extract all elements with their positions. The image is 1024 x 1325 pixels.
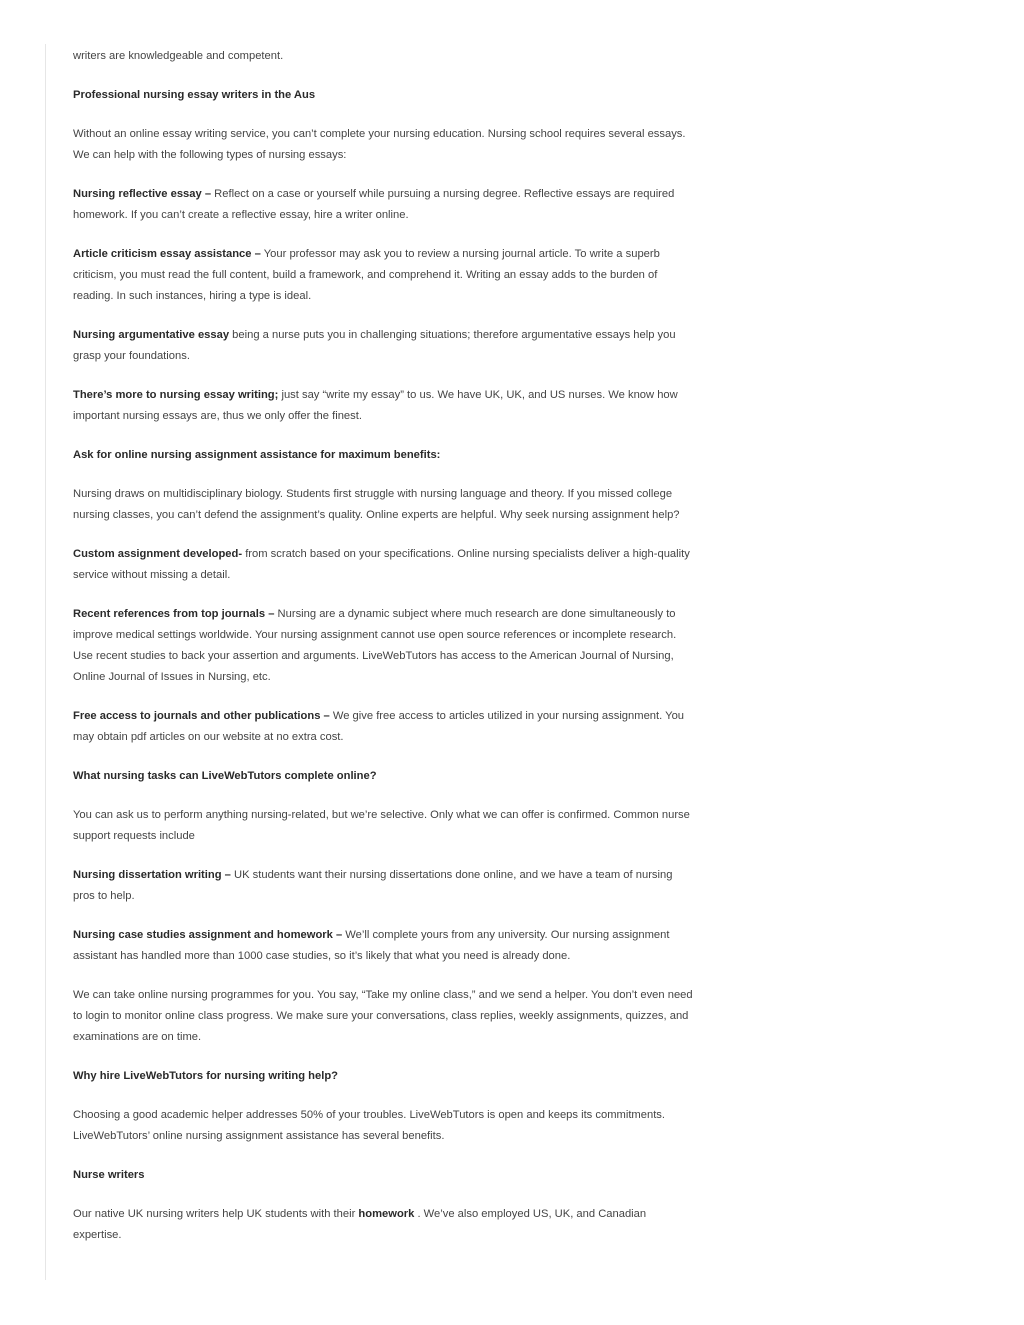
item-recent-references — [73, 604, 695, 688]
item-text: Your professor may ask you to review a nursing journal article. To write a superb criticism, you must read the full content, build a framework, and comprehend it. Writing an essay adds to the burden of reading. In such instances, hiring a type is ideal. — [73, 248, 660, 302]
item-free-access — [73, 706, 695, 748]
item-text: just say “write my essay” to us. We have UK, UK, and US nurses. We know how important nursing essays are, thus we only offer the finest. — [73, 389, 678, 422]
item-article-criticism — [73, 244, 695, 307]
item-custom-assignment — [73, 544, 695, 586]
paragraph-support-requests: You can ask us to perform anything nursing-related, but we’re selective. Only what we can offer is confirmed. Common nurse support requests include — [73, 809, 690, 842]
paragraph-academic-helper: Choosing a good academic helper addresses 50% of your troubles. LiveWebTutors is open and keeps its commitments. LiveWebTutors’ online nursing assignment assistance has several benefits. — [73, 1109, 666, 1142]
intro-tail: writers are knowledgeable and competent. — [73, 50, 284, 62]
heading-assignment-assistance: Ask for online nursing assignment assistance for maximum benefits: — [73, 449, 441, 461]
item-text: Nursing are a dynamic subject where much research are done simultaneously to improve medical settings worldwide. Your nursing assignment cannot use open source references or incomplete research. Use recent studies to back your assertion and arguments. LiveWebTutors has access to the American Journal of Nursing, Online Journal of Issues in Nursing, etc. — [73, 608, 677, 683]
homework-link[interactable]: homework — [358, 1208, 415, 1220]
item-text: We give free access to articles utilized in your nursing assignment. You may obtain pdf articles on our website at no extra cost. — [73, 710, 685, 743]
item-text: being a nurse puts you in challenging situations; therefore argumentative essays help you grasp your foundations. — [73, 329, 676, 362]
item-text: from scratch based on your specifications. Online nursing specialists deliver a high-quality service without missing a detail. — [73, 548, 690, 581]
paragraph-multidisciplinary: Nursing draws on multidisciplinary biology. Students first struggle with nursing language and theory. If you missed college nursing classes, you can’t defend the assignment’s quality. Online experts are helpful. Why seek nursing assignment help? — [73, 488, 680, 521]
left-margin-rule — [45, 44, 46, 1280]
item-title: Nursing dissertation writing – — [73, 869, 231, 881]
item-argumentative-essay — [73, 325, 695, 367]
article-body — [73, 46, 695, 1264]
item-more-writing — [73, 385, 695, 427]
item-title: Recent references from top journals – — [73, 608, 275, 620]
item-dissertation — [73, 865, 695, 907]
item-title: Free access to journals and other publications – — [73, 710, 330, 722]
heading-nurse-writers: Nurse writers — [73, 1169, 145, 1181]
paragraph-native-writers — [73, 1204, 695, 1246]
item-text: UK students want their nursing dissertations done online, and we have a team of nursing pros to help. — [73, 869, 673, 902]
item-title: Nursing case studies assignment and homework – — [73, 929, 343, 941]
paragraph-online-programmes: We can take online nursing programmes for you. You say, “Take my online class,” and we send a helper. You don’t even need to login to monitor online class progress. We make sure your conversations, class replies, weekly assignments, quizzes, and examinations are on time. — [73, 989, 693, 1043]
item-reflective-essay — [73, 184, 695, 226]
item-text: We’ll complete yours from any university. Our nursing assignment assistant has handled more than 1000 case studies, so it’s likely that what you need is already done. — [73, 929, 670, 962]
item-title: Nursing reflective essay – — [73, 188, 212, 200]
heading-professional-writers: Professional nursing essay writers in the Aus — [73, 89, 316, 101]
paragraph-essay-types: Without an online essay writing service, you can’t complete your nursing education. Nursing school requires several essays. We can help with the following types of nursing essays: — [73, 128, 686, 161]
item-title: Custom assignment developed- — [73, 548, 243, 560]
heading-why-hire: Why hire LiveWebTutors for nursing writing help? — [73, 1070, 338, 1082]
item-case-studies — [73, 925, 695, 967]
item-title: Nursing argumentative essay — [73, 329, 230, 341]
item-text: Reflect on a case or yourself while pursuing a nursing degree. Reflective essays are required homework. If you can’t create a reflective essay, hire a writer online. — [73, 188, 675, 221]
heading-nursing-tasks: What nursing tasks can LiveWebTutors complete online? — [73, 770, 377, 782]
paragraph-text: . We’ve also employed US, UK, and Canadian expertise. — [73, 1208, 647, 1241]
item-title: There’s more to nursing essay writing; — [73, 389, 279, 401]
paragraph-text: Our native UK nursing writers help UK students with their — [73, 1208, 359, 1220]
item-title: Article criticism essay assistance – — [73, 248, 261, 260]
